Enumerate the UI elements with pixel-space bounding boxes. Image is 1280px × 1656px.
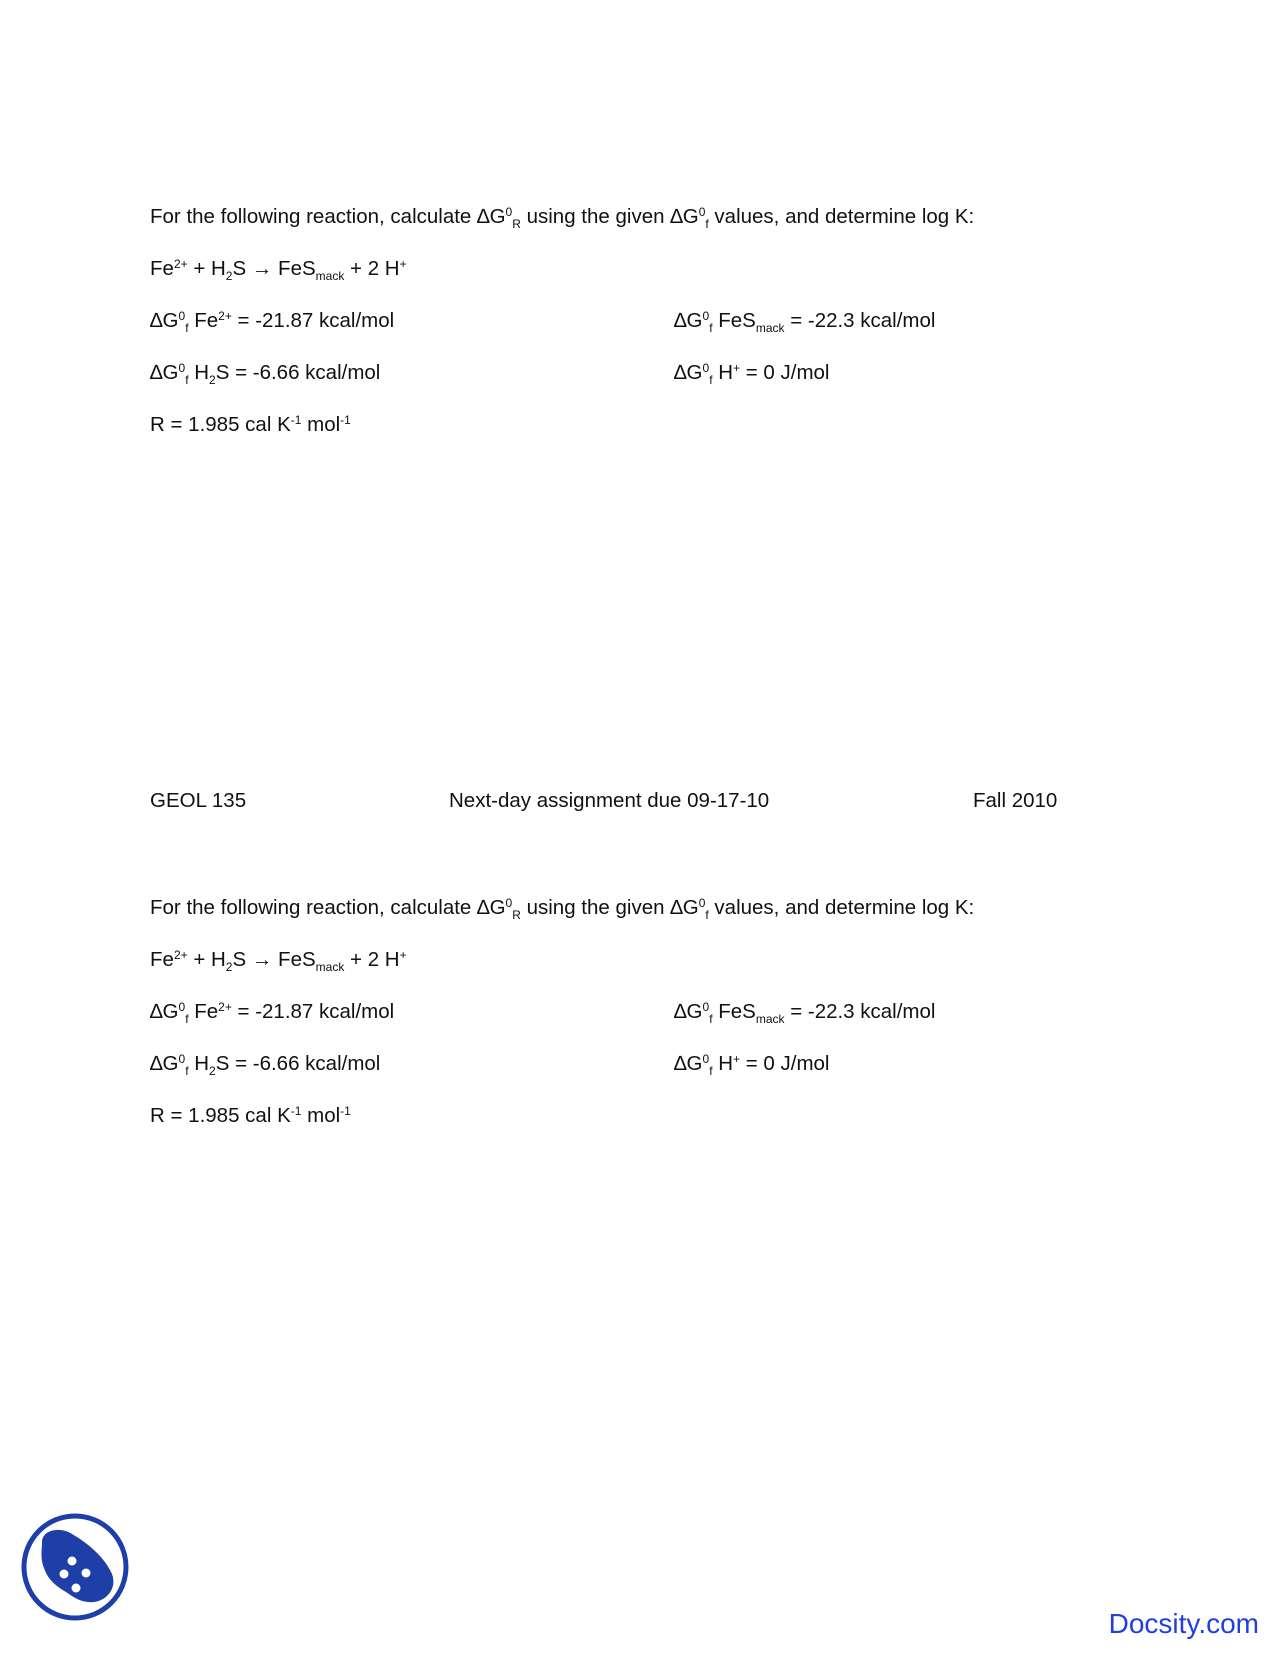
course-code: GEOL 135 (150, 789, 247, 812)
gibbs-fes-mack: $\Delta G^0_f$ FeS$_{mack}$ = -22.3 kcal/mol (674, 999, 936, 1026)
gibbs-fe2plus: $\Delta G^0_f$ $Fe^{2+} = -21.87$ kcal/mol (150, 999, 395, 1026)
assignment-title: Next-day assignment due 09-17-10 (449, 789, 770, 812)
question-intro: For the following reaction, calculate $\Delta G^0_R$ using the given $\Delta G^0_f$ values, and determine log K: (150, 204, 975, 231)
gibbs-fe2plus: $\Delta G^0_f$ $Fe^{2+} = -21.87$ kcal/mol (150, 308, 395, 335)
gibbs-h2s: $\Delta G^0_f$ $H_2S = -6.66$ kcal/mol (150, 1051, 381, 1078)
docsity-brand-link[interactable]: Docsity.com (1108, 1608, 1259, 1639)
question-intro: For the following reaction, calculate $\Delta G^0_R$ using the given $\Delta G^0_f$ values, and determine log K: (150, 895, 975, 922)
gibbs-hplus: $\Delta G^0_f$ H+ = 0 J/mol (674, 360, 830, 387)
gas-constant: R = 1.985 cal $K^{-1}$ mol$^{-1}$ (150, 412, 351, 436)
docsity-logo-icon (20, 1512, 130, 1622)
gibbs-hplus: $\Delta G^0_f$ H+ = 0 J/mol (674, 1051, 830, 1078)
reaction-equation: $Fe^{2+} + H_2S \to FeS_{mack} + 2$ H+ (150, 256, 407, 283)
reaction-equation: $Fe^{2+} + H_2S \to FeS_{mack} + 2$ H+ (150, 947, 407, 974)
gibbs-h2s: $\Delta G^0_f$ $H_2S = -6.66$ kcal/mol (150, 360, 381, 387)
term-label: Fall 2010 (973, 789, 1058, 812)
gibbs-fes-mack: $\Delta G^0_f$ FeS$_{mack}$ = -22.3 kcal/mol (674, 308, 936, 335)
gas-constant: R = 1.985 cal $K^{-1}$ mol$^{-1}$ (150, 1103, 351, 1127)
